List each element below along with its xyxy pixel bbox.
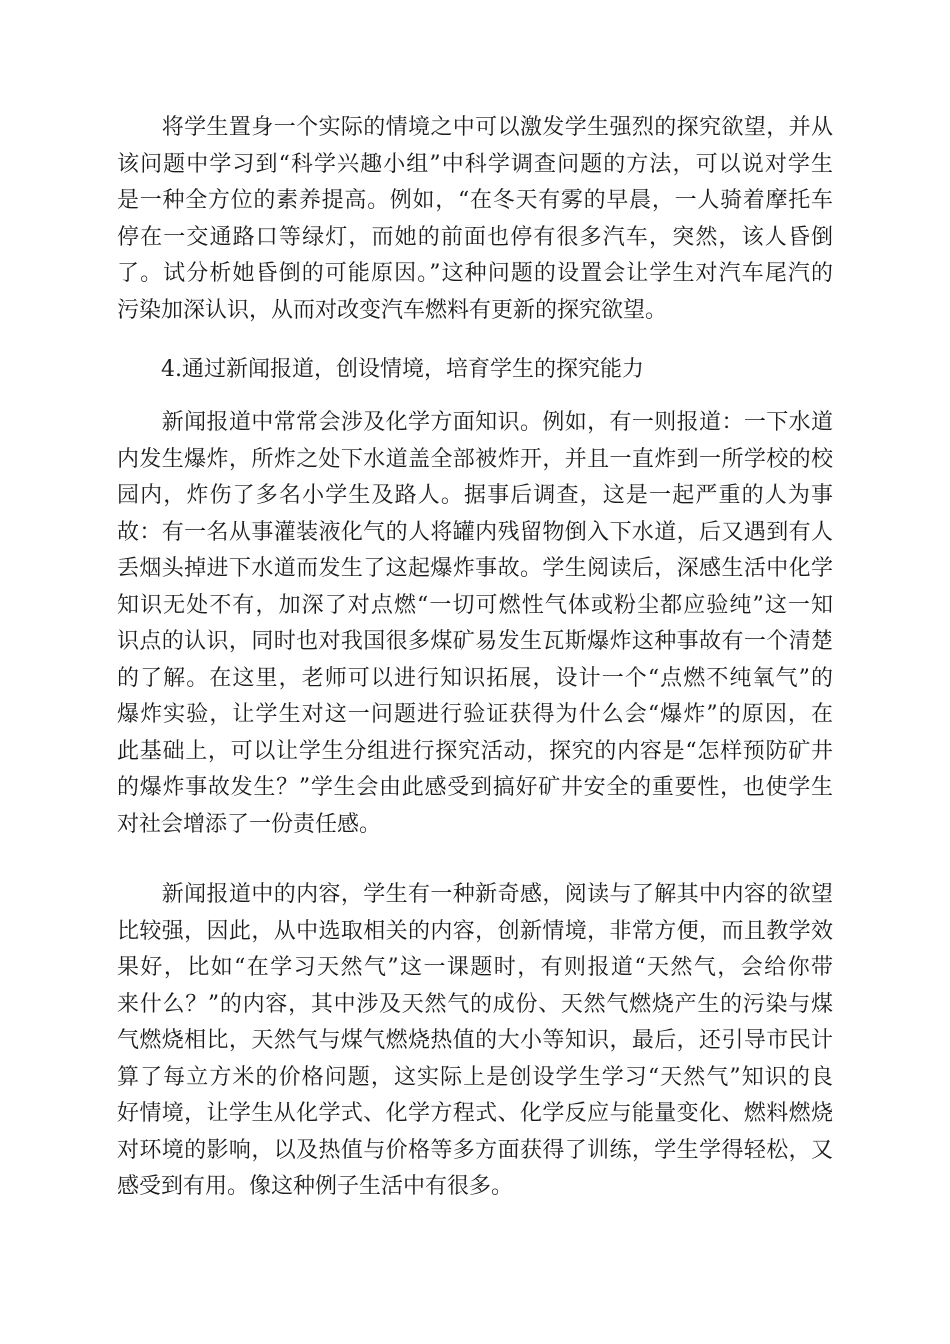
- text-line: 好情境，让学生从化学式、化学方程式、化学反应与能量变化、燃料燃烧: [117, 1101, 833, 1126]
- text-line: 对环境的影响，以及热值与价格等多方面获得了训练，学生学得轻松，又: [117, 1137, 833, 1163]
- text-line: 了。试分析她昏倒的可能原因。”这种问题的设置会让学生对汽车尾汽的: [117, 261, 833, 286]
- text-line: 将学生置身一个实际的情境之中可以激发学生强烈的探究欲望，并从: [117, 115, 833, 140]
- text-line: 比较强，因此，从中选取相关的内容，创新情境，非常方便，而且教学效: [117, 918, 833, 944]
- text-line: 新闻报道中常常会涉及化学方面知识。例如，有一则报道：一下水道: [117, 410, 833, 435]
- text-line: 的爆炸事故发生？”学生会由此感受到搞好矿井安全的重要性，也使学生: [117, 775, 833, 800]
- text-line: 是一种全方位的素养提高。例如，“在冬天有雾的早晨，一人骑着摩托车: [117, 188, 833, 213]
- paragraph-natural-gas: [117, 877, 833, 1206]
- text-line: 对社会增添了一份责任感。: [117, 811, 382, 837]
- text-line: 此基础上，可以让学生分组进行探究活动，探究的内容是“怎样预防矿井: [117, 738, 833, 764]
- text-line: 丢烟头掉进下水道而发生了这起爆炸事故。学生阅读后，深感生活中化学: [117, 556, 833, 581]
- text-line: 内发生爆炸，所炸之处下水道盖全部被炸开，并且一直炸到一所学校的校: [117, 446, 833, 472]
- paragraph-news-example: [117, 405, 833, 843]
- text-line: 停在一交通路口等绿灯，而她的前面也停有很多汽车，突然，该人昏倒: [117, 224, 833, 250]
- text-line: 感受到有用。像这种例子生活中有很多。: [117, 1174, 514, 1199]
- text-line: 新闻报道中的内容，学生有一种新奇感，阅读与了解其中内容的欲望: [117, 882, 833, 907]
- section-heading: [117, 352, 833, 389]
- text-line: 识点的认识，同时也对我国很多煤矿易发生瓦斯爆炸这种事故有一个清楚: [117, 629, 833, 654]
- text-line: 故：有一名从事灌装液化气的人将罐内残留物倒入下水道，后又遇到有人: [117, 519, 833, 545]
- text-line: 爆炸实验，让学生对这一问题进行验证获得为什么会“爆炸”的原因，在: [117, 702, 833, 727]
- paragraph-scenario: [117, 110, 833, 329]
- text-line: 的了解。在这里，老师可以进行知识拓展，设计一个“点燃不纯氧气”的: [117, 665, 833, 691]
- text-line: 园内，炸伤了多名小学生及路人。据事后调查，这是一起严重的人为事: [117, 483, 833, 508]
- text-line: 知识无处不有，加深了对点燃“一切可燃性气体或粉尘都应验纯”这一知: [117, 592, 833, 618]
- text-line: 来什么？”的内容，其中涉及天然气的成份、天然气燃烧产生的污染与煤: [117, 991, 833, 1017]
- text-line: 算了每立方米的价格问题，这实际上是创设学生学习“天然气”知识的良: [117, 1064, 833, 1090]
- text-line: 该问题中学习到“科学兴趣小组”中科学调查问题的方法，可以说对学生: [117, 151, 833, 177]
- text-line: 果好，比如“在学习天然气”这一课题时，有则报道“天然气，会给你带: [117, 955, 833, 980]
- text-line: 污染加深认识，从而对改变汽车燃料有更新的探究欲望。: [117, 297, 668, 323]
- heading-text: 4.通过新闻报道，创设情境，培育学生的探究能力: [117, 357, 644, 382]
- text-line: 气燃烧相比，天然气与煤气燃烧热值的大小等知识，最后，还引导市民计: [117, 1028, 833, 1053]
